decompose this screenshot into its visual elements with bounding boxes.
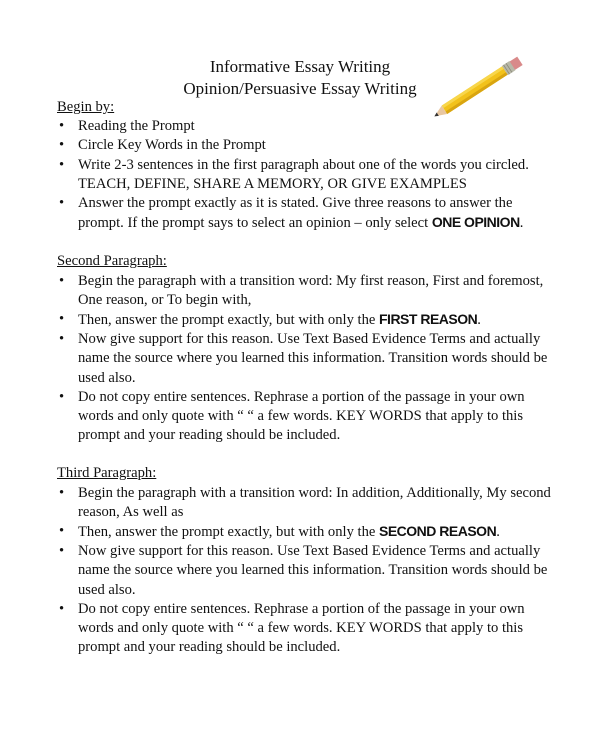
bullet-icon: • [59, 311, 65, 328]
list-item: • Reading the Prompt [57, 117, 557, 136]
emphasis-one-opinion: ONE OPINION [431, 214, 520, 231]
second-list [57, 272, 557, 446]
bullet-icon: • [59, 331, 65, 348]
bullet-icon: • [59, 523, 65, 540]
bullet-icon: • [59, 543, 65, 560]
emphasis-second-reason: SECOND REASON [379, 523, 497, 540]
bullet-icon: • [59, 388, 65, 405]
third-list [57, 484, 557, 658]
list-item: • Then, answer the prompt exactly, but with only the SECOND REASON. [59, 523, 500, 541]
title-opinion: Opinion/Persuasive Essay Writing [183, 79, 417, 98]
bullet-icon: • [59, 272, 65, 289]
heading-begin-by: Begin by: [57, 99, 115, 115]
bullet-icon: • [59, 156, 65, 173]
list-item: • Circle Key Words in the Prompt [57, 136, 557, 155]
title-informative: Informative Essay Writing [209, 57, 391, 76]
list-item: • Begin the paragraph with a transition word: My first reason, First and foremost, One reason, or To begin with, [59, 272, 544, 308]
list-item: • Then, answer the prompt exactly, but with only the FIRST REASON. [59, 311, 481, 329]
list-item: • Now give support for this reason. Use Text Based Evidence Terms and actually name the source where you learned this information. Transition words should be used also. [59, 543, 548, 598]
list-item: • Write 2-3 sentences in the first paragraph about one of the words you circled. TEACH, DEFINE, SHARE A MEMORY, OR GIVE EXAMPLES [59, 156, 529, 192]
bullet-icon: • [59, 600, 65, 617]
bullet-icon: • [59, 137, 65, 154]
begin-list [57, 117, 557, 233]
list-item: • Begin the paragraph with a transition word: In addition, Additionally, My second reason, As well as [59, 484, 551, 520]
essay-instructions [57, 98, 557, 657]
emphasis-first-reason: FIRST REASON [379, 311, 478, 328]
list-item: • Do not copy entire sentences. Rephrase a portion of the passage in your own words and only quote with “ “ a few words. KEY WORDS that apply to this prompt and your reading should be included. [59, 600, 525, 656]
heading-third-paragraph: Third Paragraph: [57, 465, 157, 482]
bullet-icon: • [59, 484, 65, 501]
bullet-icon: • [59, 195, 65, 212]
list-item: • Do not copy entire sentences. Rephrase a portion of the passage in your own words and only quote with “ “ a few words. KEY WORDS that apply to this prompt and your reading should be included. [59, 388, 525, 444]
list-item: • Answer the prompt exactly as it is stated. Give three reasons to answer the prompt. If the prompt says to select an opinion – only select ONE OPINION. [59, 195, 524, 232]
list-item: • Now give support for this reason. Use Text Based Evidence Terms and actually name the source where you learned this information. Transition words should be used also. [59, 331, 548, 386]
bullet-icon: • [59, 118, 65, 135]
heading-second-paragraph: Second Paragraph: [57, 253, 167, 270]
